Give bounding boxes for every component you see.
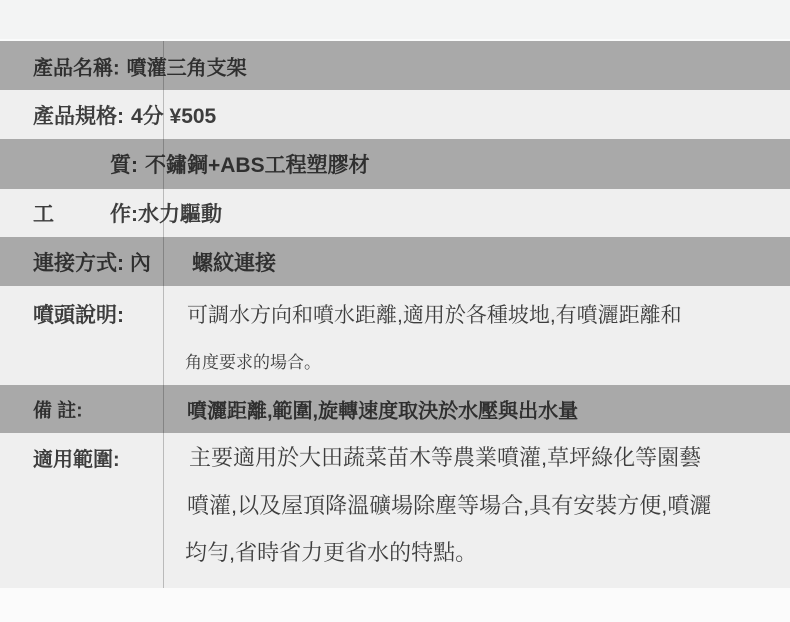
row-remarks <box>0 385 790 433</box>
bottom-band <box>0 588 790 622</box>
row-product-name <box>0 41 790 90</box>
material-value: 不鏽鋼+ABS工程塑膠材 <box>145 154 370 177</box>
application-scope-label: 適用範圍: <box>33 449 120 471</box>
product-spec-value: 4分 ¥505 <box>131 104 217 128</box>
remarks-value: 噴灑距離,範圍,旋轉速度取決於水壓與出水量 <box>187 400 579 423</box>
nozzle-description-line2: 角度要求的場合。 <box>185 353 321 372</box>
application-scope-line2: 噴灌,以及屋頂降溫礦場除塵等場合,具有安裝方便,噴灑 <box>187 493 712 518</box>
row-nozzle-description <box>0 286 790 385</box>
nozzle-description-line1: 可調水方向和噴水距離,適用於各種坡地,有噴灑距離和 <box>187 304 682 327</box>
row-material <box>0 139 790 189</box>
row-connection <box>0 237 790 286</box>
connection-label: 連接方式: 內 <box>33 251 151 275</box>
row-application-scope <box>0 433 790 588</box>
product-name-value: 噴灌三角支架 <box>126 57 247 79</box>
application-scope-line1: 主要適用於大田蔬菜苗木等農業噴灌,草坪綠化等園藝 <box>189 445 702 470</box>
nozzle-description-label: 噴頭說明: <box>33 304 124 327</box>
row-product-spec <box>0 90 790 139</box>
working-label: 工 <box>33 203 54 226</box>
top-band <box>0 0 790 41</box>
working-value: 作:水力驅動 <box>110 203 222 226</box>
product-spec-label: 產品規格: <box>33 104 124 128</box>
application-scope-line3: 均勻,省時省力更省水的特點。 <box>185 540 478 565</box>
material-label: 質: <box>110 154 138 177</box>
product-name-label: 產品名稱: <box>33 57 120 79</box>
remarks-label: 備 註: <box>33 400 83 422</box>
row-working <box>0 189 790 237</box>
connection-value: 螺紋連接 <box>192 251 276 275</box>
